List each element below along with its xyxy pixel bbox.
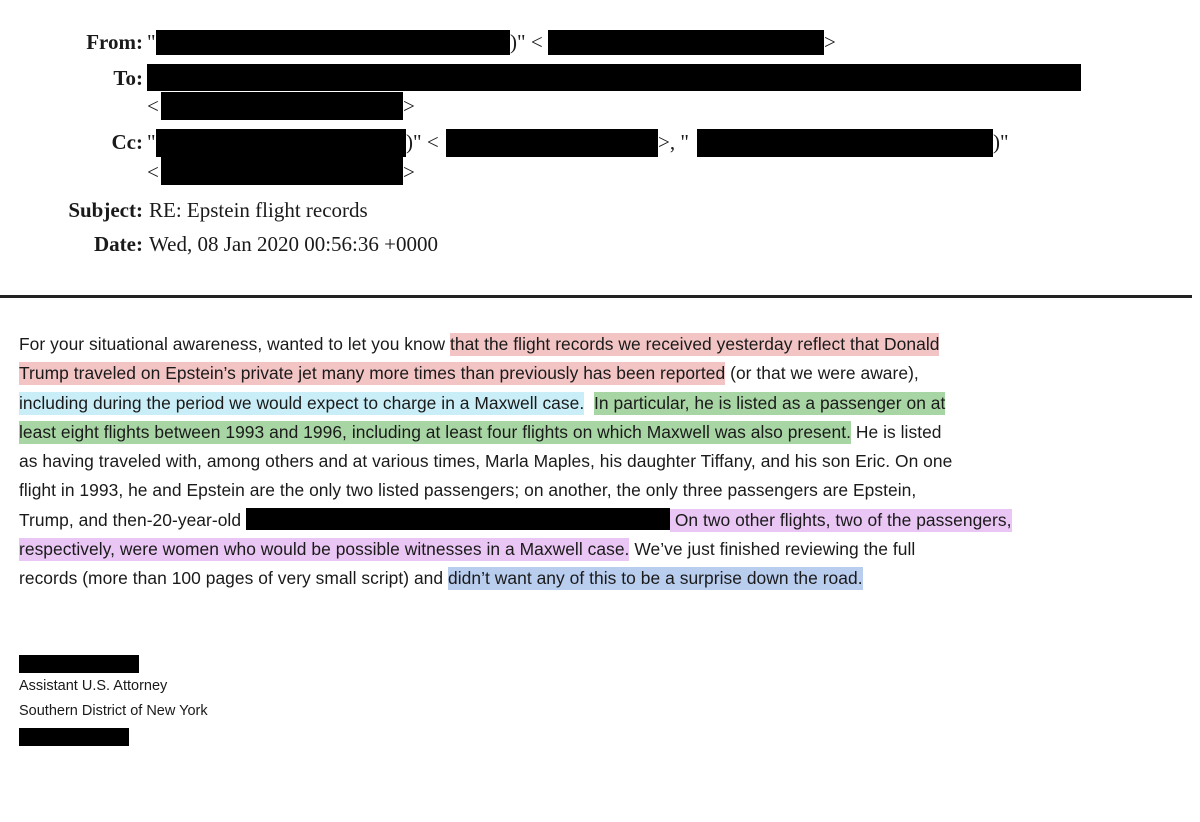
highlight-blue: didn’t want any of this to be a surprise down the road. [448,568,863,589]
cc-label: Cc: [111,130,143,154]
body-line-5 [19,447,1189,476]
highlight-violet: respectively, were women who would be possible witnesses in a Maxwell case. [19,539,630,560]
body-line-4 [19,418,1189,447]
highlight-violet: On two other flights, two of the passengers, [669,509,1012,530]
body-line-2 [19,359,1189,388]
cc-separator: >, " [658,130,689,154]
highlight-red: Trump traveled on Epstein’s private jet many more times than previously has been reported [19,363,726,384]
body-text: records (more than 100 pages of very small script) and [19,568,449,589]
from-name-redaction [156,30,510,55]
body-line-1 [19,330,1189,359]
body-text: (or that we were aware), [725,363,919,384]
body-line-9 [19,564,1189,593]
to-email-redaction [161,92,403,120]
body-text: He is listed [851,421,942,442]
cc-lt: < [147,160,159,184]
date-label: Date: [94,232,143,256]
body-text: Trump, and then-20-year-old [19,509,246,530]
highlight-red: that the flight records we received yesterday reflect that Donald [449,334,940,354]
subject-label: Subject: [68,198,143,222]
to-redaction [147,64,1081,91]
cc-quote-close-2: )" [993,130,1009,154]
cc-quote-close-1: )" < [406,130,439,154]
body-line-6 [19,476,1189,505]
body-text: For your situational awareness, wanted to let you know [19,334,450,354]
body-text: flight in 1993, he and Epstein are the only two listed passengers; on another, the only three passengers are Epstein, [19,480,917,501]
cc-name-redaction-1 [156,129,406,157]
body-text: as having traveled with, among others and at various times, Marla Maples, his daughter Tiffany, and his son Eric. On one [19,451,953,472]
from-email-redaction [548,30,824,55]
from-label: From: [86,30,143,54]
cc-gt: > [403,160,415,184]
cc-quote-open: " [147,130,156,154]
email-body [19,330,1189,594]
signer-contact-redaction [19,728,129,746]
signer-title: Assistant U.S. Attorney [19,678,168,694]
signer-office: Southern District of New York [19,703,208,719]
body-line-7 [19,506,1189,535]
cc-email-redaction-2 [161,157,403,185]
cc-name-redaction-2 [697,129,993,157]
from-gt: > [824,30,836,54]
highlight-green: In particular, he is listed as a passenger on at [594,392,946,413]
highlight-cyan: including during the period we would expect to charge in a Maxwell case. [19,392,585,413]
body-text: We’ve just finished reviewing the full [629,539,916,560]
signer-name-redaction [19,655,139,673]
date-value: Wed, 08 Jan 2020 00:56:36 +0000 [149,232,438,256]
body-line-8 [19,535,1189,564]
from-quote-open: " [147,30,156,54]
to-gt: > [403,94,415,118]
to-label: To: [113,66,143,90]
from-quote-close: )" < [510,30,543,54]
subject-value: RE: Epstein flight records [149,198,368,222]
to-lt: < [147,94,159,118]
name-redaction [246,508,670,530]
highlight-green: least eight flights between 1993 and 1996, including at least four flights on which Maxwell was also present. [19,421,851,442]
cc-email-redaction-1 [446,129,658,157]
header-divider [0,295,1192,298]
body-line-3 [19,389,1189,418]
